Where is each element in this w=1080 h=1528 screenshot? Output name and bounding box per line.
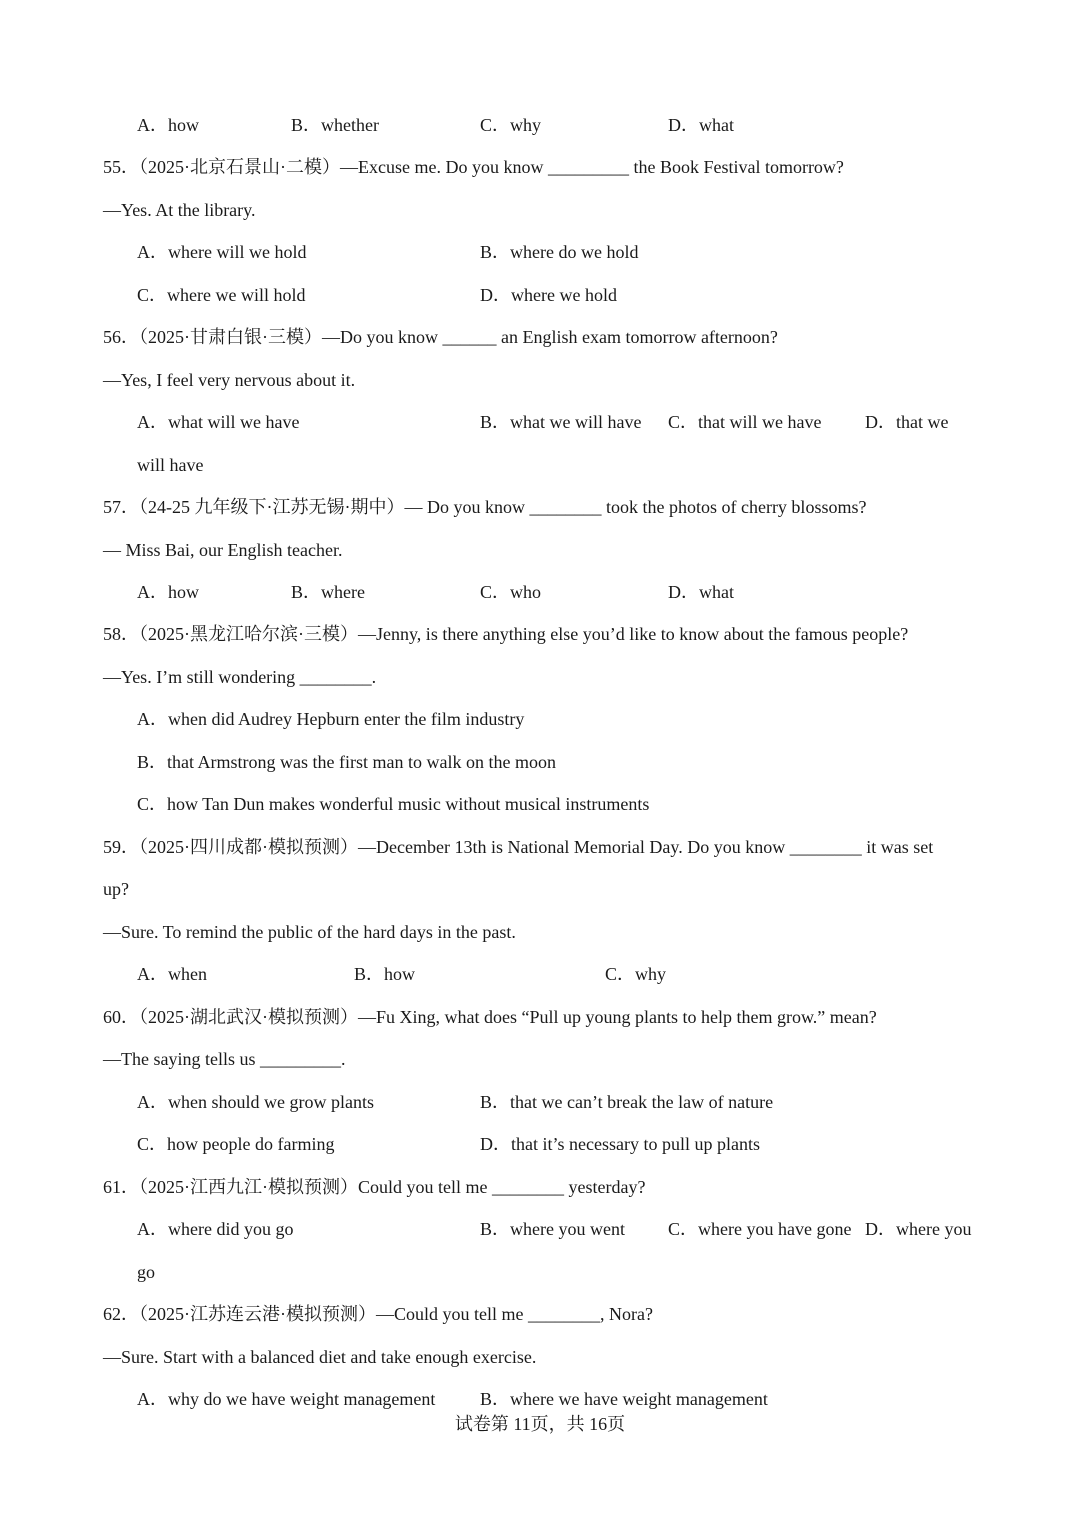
q57-option-c: C．who (480, 582, 542, 602)
q57-option-a: A．how (137, 582, 199, 602)
q60-stem: 60．（2025·湖北武汉·模拟预测）—Fu Xing, what does “Pull up young plants to help them grow.” mean? (103, 1007, 877, 1027)
q59-stem: 59．（2025·四川成都·模拟预测）—December 13th is National Memorial Day. Do you know ________ it was set (103, 837, 934, 857)
q54-option-a: A．how (137, 115, 199, 135)
q58-option-c: C．how Tan Dun makes wonderful music without musical instruments (137, 794, 650, 814)
q62-option-a: A．why do we have weight management (137, 1389, 436, 1409)
q60-option-c: C．how people do farming (137, 1134, 335, 1154)
q61-option-b: B．where you went (480, 1219, 625, 1239)
q62-stem: 62．（2025·江苏连云港·模拟预测）—Could you tell me ________, Nora? (103, 1304, 653, 1324)
q60-option-b: B．that we can’t break the law of nature (480, 1092, 774, 1112)
q60-option-d: D．that it’s necessary to pull up plants (480, 1134, 760, 1154)
q58-reply: —Yes. I’m still wondering ________. (103, 667, 377, 687)
q58-option-b: B．that Armstrong was the first man to walk on the moon (137, 752, 556, 772)
q54-option-d: D．what (668, 115, 734, 135)
q57-option-d: D．what (668, 582, 734, 602)
q57-stem: 57．（24-25 九年级下·江苏无锡·期中）— Do you know ________ took the photos of cherry blossoms? (103, 497, 867, 517)
q60-reply: —The saying tells us _________. (103, 1049, 346, 1069)
q59-option-a: A．when (137, 964, 207, 984)
q55-option-d: D．where we hold (480, 285, 617, 305)
q61-stem: 61．（2025·江西九江·模拟预测）Could you tell me ________ yesterday? (103, 1177, 646, 1197)
q59-option-c: C．why (605, 964, 667, 984)
q57-reply: — Miss Bai, our English teacher. (103, 540, 343, 560)
q56-reply: —Yes, I feel very nervous about it. (103, 370, 356, 390)
q61-option-d-continued: go (137, 1262, 155, 1282)
q58-stem: 58．（2025·黑龙江哈尔滨·三模）—Jenny, is there anything else you’d like to know about the famous people? (103, 624, 909, 644)
q59-option-b: B．how (354, 964, 416, 984)
q62-reply: —Sure. Start with a balanced diet and take enough exercise. (103, 1347, 537, 1367)
q56-option-d: D．that we (865, 412, 949, 432)
q58-option-a: A．when did Audrey Hepburn enter the film industry (137, 709, 525, 729)
q62-option-b: B．where we have weight management (480, 1389, 768, 1409)
q54-option-c: C．why (480, 115, 542, 135)
page-footer: 试卷第 11页，共 16页 (454, 1414, 626, 1434)
q61-option-d: D．where you (865, 1219, 972, 1239)
q54-option-b: B．whether (291, 115, 379, 135)
q55-option-a: A．where will we hold (137, 242, 307, 262)
q59-reply: —Sure. To remind the public of the hard days in the past. (103, 922, 516, 942)
q56-option-d-continued: will have (137, 455, 204, 475)
q56-option-a: A．what will we have (137, 412, 300, 432)
q55-stem: 55．（2025·北京石景山·二模）—Excuse me. Do you know _________ the Book Festival tomorrow? (103, 157, 844, 177)
q55-option-b: B．where do we hold (480, 242, 639, 262)
q59-stem-continued: up? (103, 879, 129, 899)
q56-option-c: C．that will we have (668, 412, 822, 432)
q55-option-c: C．where we will hold (137, 285, 306, 305)
q57-option-b: B．where (291, 582, 365, 602)
q56-option-b: B．what we will have (480, 412, 642, 432)
q61-option-a: A．where did you go (137, 1219, 294, 1239)
q60-option-a: A．when should we grow plants (137, 1092, 374, 1112)
q61-option-c: C．where you have gone (668, 1219, 852, 1239)
q55-reply: —Yes. At the library. (103, 200, 256, 220)
q56-stem: 56．（2025·甘肃白银·三模）—Do you know ______ an English exam tomorrow afternoon? (103, 327, 778, 347)
